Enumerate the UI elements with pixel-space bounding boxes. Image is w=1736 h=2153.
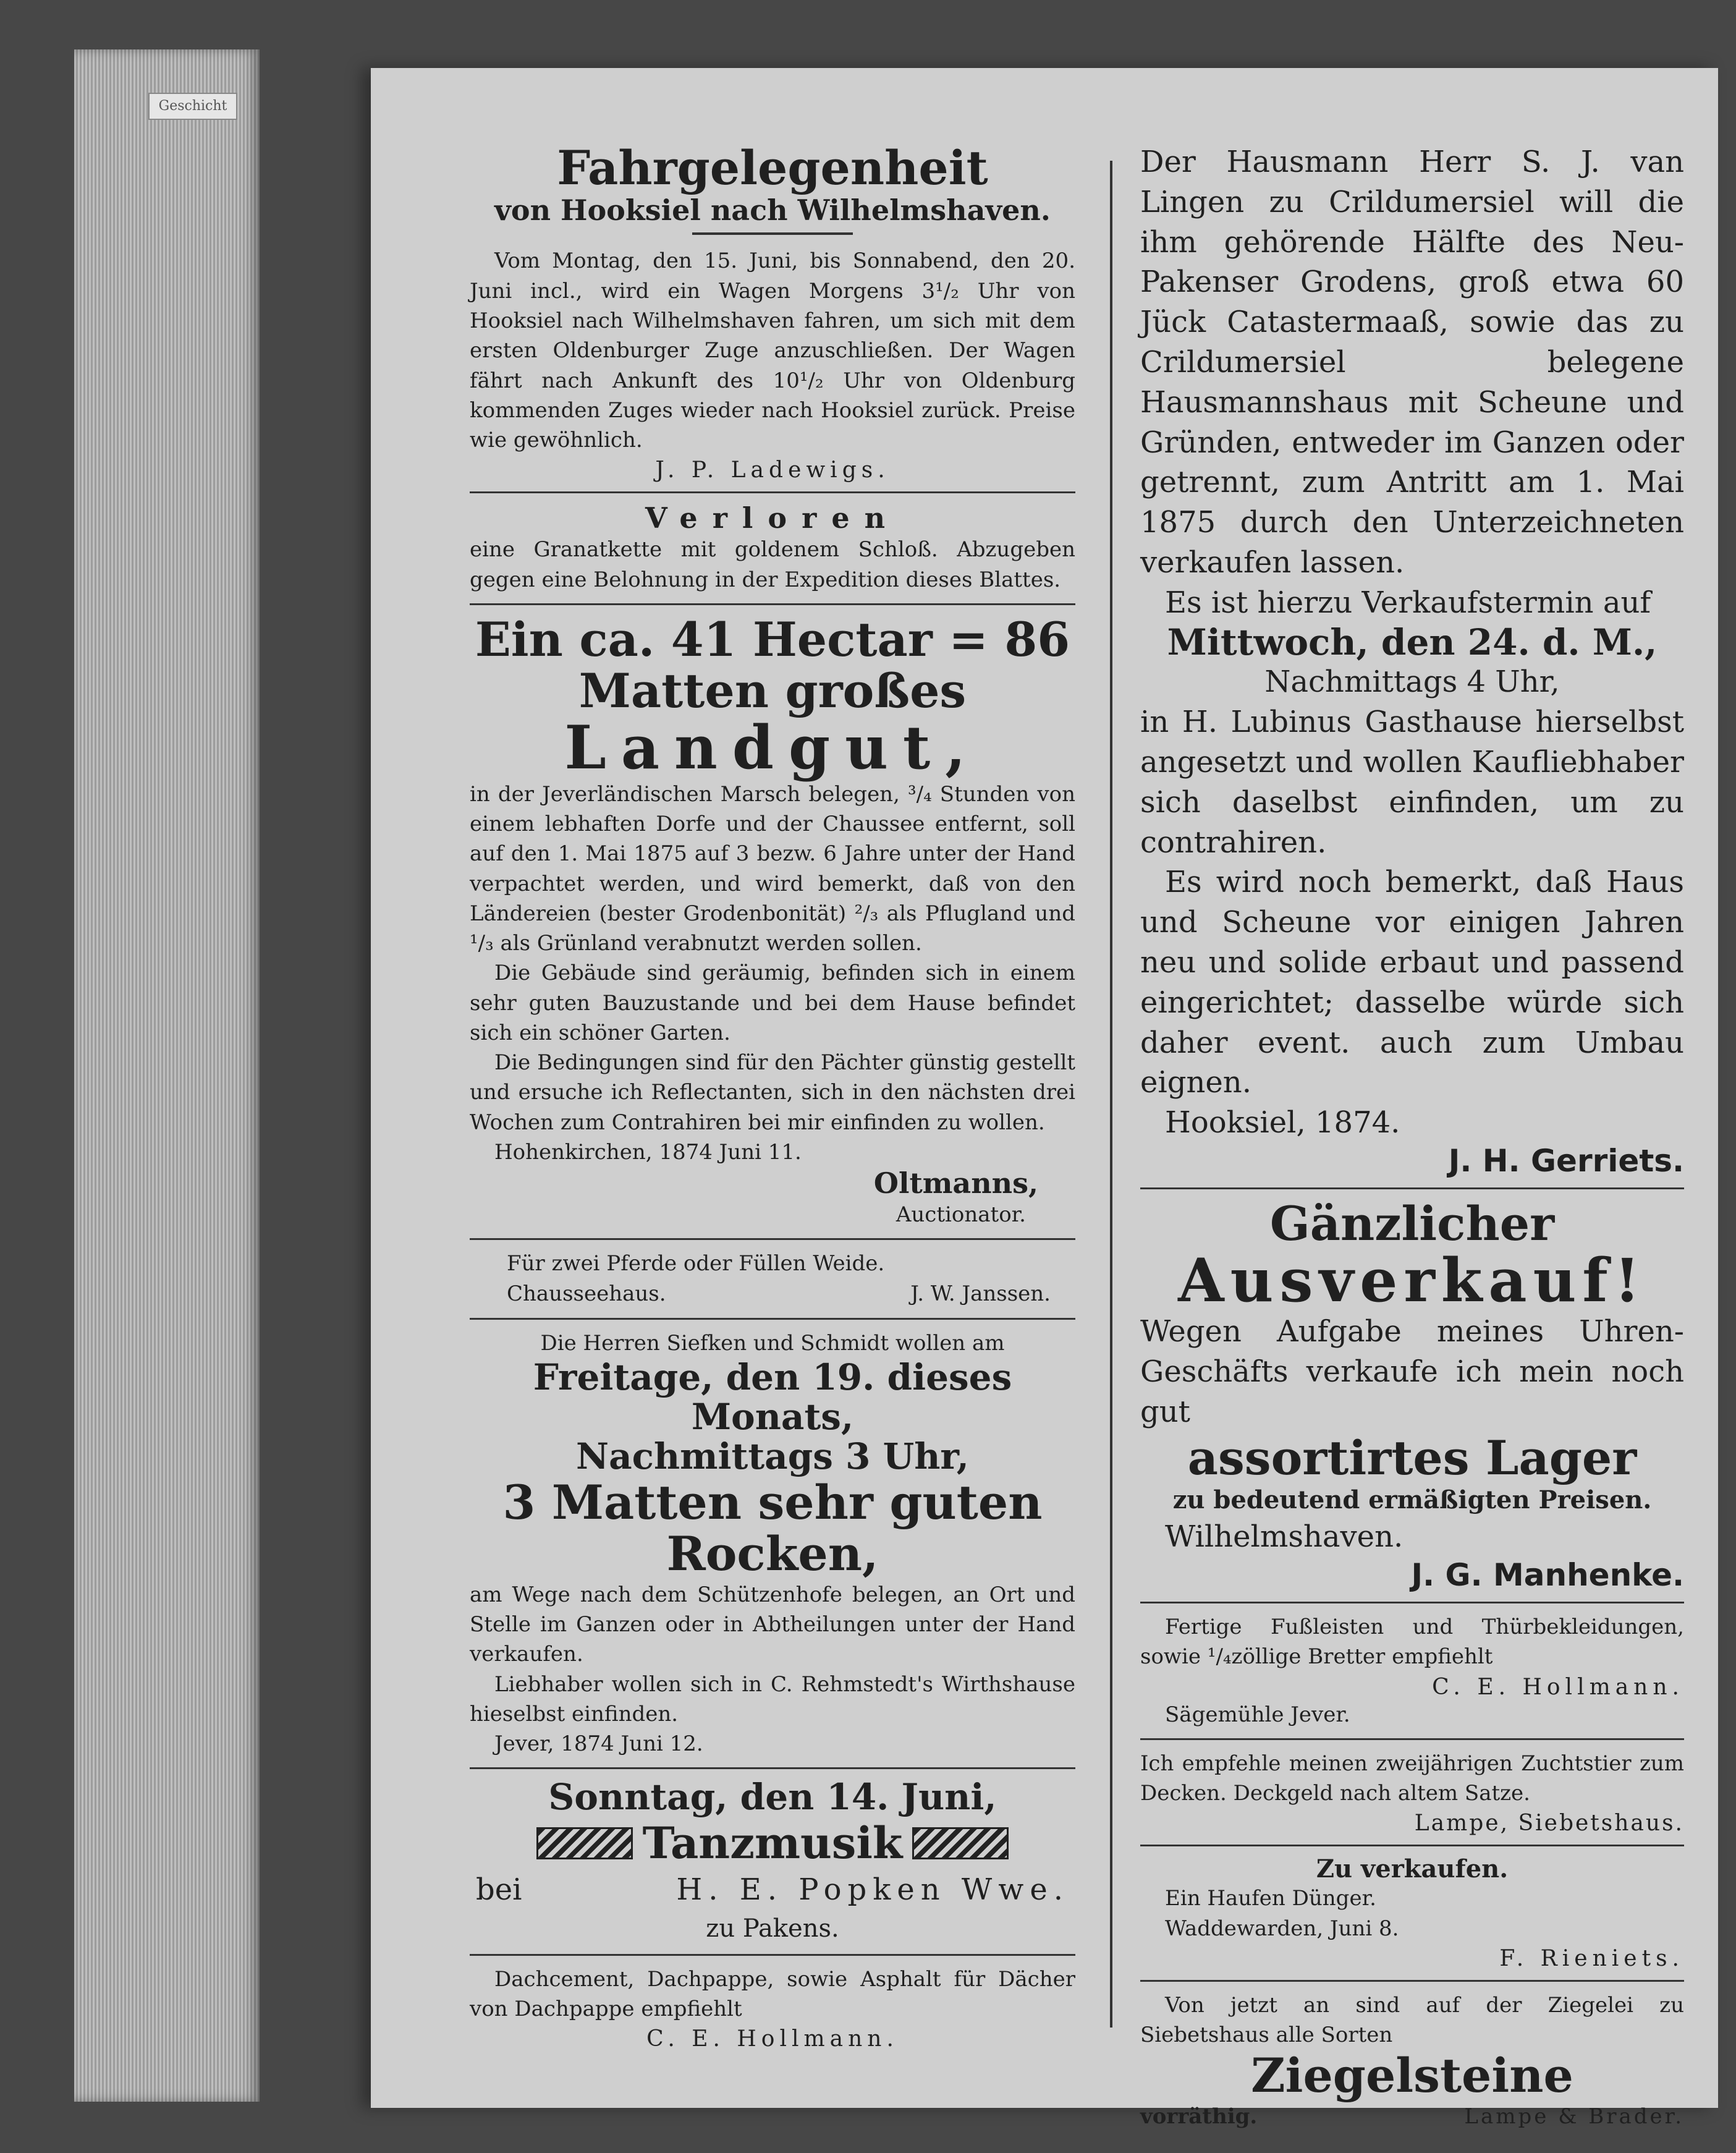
- ad-weide: [470, 1238, 1075, 1309]
- ad-body: am Wege nach dem Schützenhofe belegen, an Ort und Stelle im Ganzen oder in Abtheilungen unter der Hand verkaufen.: [470, 1582, 1075, 1667]
- ad-body: Vom Montag, den 15. Juni, bis Sonnabend, den 20. Juni incl., wird ein Wagen Morgens 3¹/₂ Uhr von Hooksiel nach Wilhelmshaven fahren, um sich mit dem ersten Oldenburger Zuge anzuschließen. Der Wagen fährt nach Ankunft des 10¹/₂ Uhr von Oldenburg kommenden Zuges wieder nach Hooksiel zurück. Preise wie gewöhnlich.: [470, 248, 1075, 453]
- ad-signature: J. W. Janssen.: [910, 1281, 1051, 1306]
- ad-verloren: [470, 491, 1075, 594]
- ad-head-1: Gänzlicher: [1269, 1195, 1555, 1251]
- ad-subtitle: von Hooksiel nach Wilhelmshaven.: [494, 193, 1051, 227]
- ad-ausverkauf: [1140, 1187, 1684, 1593]
- ad-time: Nachmittags 4 Uhr,: [1264, 665, 1560, 700]
- ad-title-line1: Ein ca. 41 Hectar = 86: [475, 611, 1070, 667]
- ad-body: Von jetzt an sind auf der Ziegelei zu Siebetshaus alle Sorten: [1140, 1992, 1684, 2048]
- ad-head-2: Tanzmusik: [642, 1817, 903, 1869]
- ad-body: Dachcement, Dachpappe, sowie Asphalt für Dächer von Dachpappe empfiehlt: [470, 1966, 1075, 2022]
- ad-dachpappe: [470, 1954, 1075, 2052]
- ad-zuchtstier: [1140, 1738, 1684, 1837]
- ad-body-4: Es wird noch bemerkt, daß Haus und Scheune vor einigen Jahren neu und solide erbaut und passend eingerichtet; dasselbe würde sich daher event. auch zum Umbau eignen.: [1140, 865, 1684, 1100]
- ad-intro: Die Herren Siefken und Schmidt wollen am: [540, 1330, 1005, 1356]
- ad-head: Ziegelsteine: [1251, 2048, 1573, 2104]
- ad-head-2: Nachmittags 3 Uhr,: [576, 1435, 969, 1477]
- ad-title: Zu verkaufen.: [1316, 1854, 1509, 1884]
- ad-signature: Lampe & Brader.: [1464, 2104, 1684, 2130]
- ad-place: Wilhelmshaven.: [1165, 1519, 1404, 1555]
- ad-signature: J. H. Gerriets.: [1448, 1142, 1684, 1179]
- ad-title-line3: Landgut,: [564, 712, 981, 783]
- ad-body-3: Die Bedingungen sind für den Pächter günstig gestellt und ersuche ich Reflectanten, sich in den nächsten drei Wochen zum Contrahiren bei mir einfinden zu wollen.: [470, 1050, 1075, 1135]
- ad-signature: F. Rieniets.: [1499, 1945, 1684, 1971]
- ad-title-line2: Matten großes: [578, 663, 967, 719]
- ad-body: eine Granatkette mit goldenem Schloß. Abzugeben gegen eine Belohnung in der Expedition dieses Blattes.: [470, 537, 1075, 592]
- ad-place-date: Hooksiel, 1874.: [1165, 1105, 1400, 1140]
- ad-place-date: Jever, 1874 Juni 12.: [494, 1731, 703, 1757]
- ad-signature: J. P. Ladewigs.: [655, 457, 890, 483]
- ad-body: Ich empfehle meinen zweijährigen Zuchtstier zum Decken. Deckgeld nach altem Satze.: [1140, 1751, 1684, 1806]
- ad-rocken: [470, 1318, 1075, 1759]
- ad-head-3: 3 Matten sehr guten Rocken,: [502, 1474, 1043, 1582]
- left-column: [470, 140, 1075, 2052]
- ad-body-2: Es ist hierzu Verkaufstermin auf: [1165, 585, 1651, 620]
- ad-place: zu Pakens.: [706, 1914, 839, 1943]
- ad-body: Wegen Aufgabe meines Uhren-Geschäfts verkaufe ich mein noch gut: [1140, 1314, 1684, 1429]
- ad-title: Verloren: [645, 501, 900, 535]
- ad-body: Der Hausmann Herr S. J. van Lingen zu Crildumersiel will die ihm gehörende Hälfte des Neu-Pakenser Grodens, groß etwa 60 Jück Catastermaaß, sowie das zu Crildumersiel belegene Hausmannshaus mit Scheune und Gründen, entweder im Ganzen oder getrennt, zum Antritt am 1. Mai 1875 durch den Unterzeichneten verkaufen lassen.: [1140, 145, 1684, 580]
- ad-van-lingen: [1140, 142, 1684, 1179]
- ad-head-1: Sonntag, den 14. Juni,: [548, 1776, 997, 1819]
- ad-signature: J. G. Manhenke.: [1411, 1557, 1684, 1594]
- ad-body: Fertige Fußleisten und Thürbekleidungen, sowie ¹/₄zöllige Bretter empfiehlt: [1140, 1615, 1684, 1670]
- ad-signature: Lampe, Siebetshaus.: [1414, 1811, 1684, 1837]
- ad-body: Ein Haufen Dünger.: [1165, 1886, 1376, 1911]
- ad-place: Chausseehaus.: [507, 1281, 666, 1306]
- ad-name: H. E. Popken Wwe.: [676, 1872, 1069, 1908]
- ad-tanzmusik: [470, 1767, 1075, 1945]
- newspaper-page: [371, 68, 1718, 2130]
- divider: [692, 232, 853, 235]
- spine-label: Geschicht: [148, 93, 237, 120]
- ad-name-row: [470, 1869, 1075, 1912]
- ad-signature: Oltmanns,: [873, 1166, 1038, 1200]
- ad-head-4: zu bedeutend ermäßigten Preisen.: [1172, 1485, 1652, 1515]
- ad-place: Sägemühle Jever.: [1165, 1702, 1350, 1727]
- ad-body: Für zwei Pferde oder Füllen Weide.: [507, 1251, 885, 1276]
- ad-title: Fahrgelegenheit: [557, 140, 988, 195]
- ad-place-date: Waddewarden, Juni 8.: [1165, 1916, 1399, 1941]
- ornament-left-icon: [536, 1827, 633, 1859]
- ad-footer-row: [1140, 2102, 1684, 2132]
- ad-ziegelsteine: [1140, 1980, 1684, 2132]
- ad-suffix: vorräthig.: [1140, 2104, 1258, 2130]
- ad-body-2: Die Gebäude sind geräumig, befinden sich in einem sehr guten Bauzustande und bei dem Hause befindet sich ein schöner Garten.: [470, 961, 1075, 1045]
- ad-head-1: Freitage, den 19. dieses Monats,: [533, 1356, 1012, 1438]
- ad-body-3: in H. Lubinus Gasthause hierselbst angesetzt und wollen Kaufliebhaber sich daselbst einfinden, um zu contrahiren.: [1140, 705, 1684, 860]
- book-page-edges: [74, 49, 260, 2102]
- column-rule: [1110, 161, 1112, 2028]
- ad-landgut: [470, 603, 1075, 1230]
- ad-body-2: Liebhaber wollen sich in C. Rehmstedt's Wirthshause hieselbst einfinden.: [470, 1671, 1075, 1726]
- ad-head-2: Ausverkauf!: [1178, 1245, 1646, 1315]
- ad-signature: C. E. Hollmann.: [1432, 1674, 1684, 1700]
- right-column: [1140, 142, 1684, 2130]
- ad-fussleisten: [1140, 1602, 1684, 1730]
- ornament-right-icon: [912, 1827, 1009, 1859]
- ad-signature: C. E. Hollmann.: [646, 2026, 899, 2052]
- ad-fahrgelegenheit: [470, 142, 1075, 483]
- ad-signature-title: Auctionator.: [896, 1202, 1026, 1228]
- ad-head-2-row: [470, 1817, 1075, 1869]
- ad-date-head: Mittwoch, den 24. d. M.,: [1167, 621, 1658, 663]
- ad-head-3: assortirtes Lager: [1187, 1430, 1637, 1485]
- ad-place-date: Hohenkirchen, 1874 Juni 11.: [494, 1139, 802, 1165]
- ad-body-1: in der Jeverländischen Marsch belegen, ³/₄ Stunden von einem lebhaften Dorfe und der Chaussee entfernt, soll auf den 1. Mai 1875 auf 3 bezw. 6 Jahre unter der Hand verpachtet werden, und wird bemerkt, daß von den Ländereien (bester Grodenbonität) ²/₃ als Pflugland und ¹/₃ als Grünland verabnutzt werden sollen.: [470, 781, 1075, 956]
- ad-footer-row: [470, 1279, 1075, 1309]
- ad-duenger: [1140, 1845, 1684, 1971]
- ad-prefix: bei: [476, 1872, 522, 1908]
